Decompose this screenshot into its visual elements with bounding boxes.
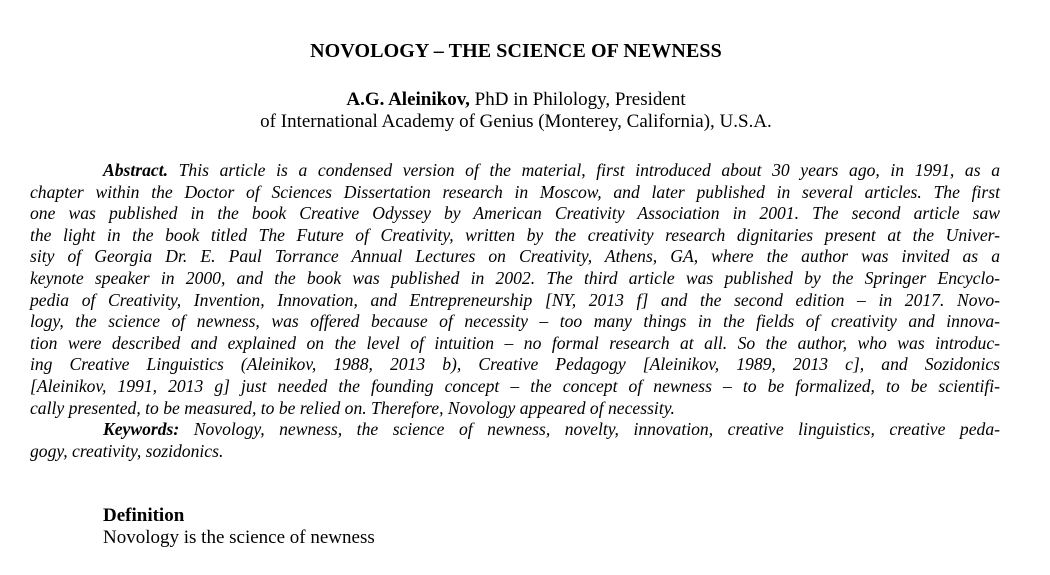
abstract-line: keynote speaker in 2000, and the book was published in 2002. The third article was published by the Springer Encyclo- xyxy=(30,267,1000,288)
abstract-line: the light in the book titled The Future of Creativity, written by the creativity research dignitaries present at the Univer- xyxy=(30,224,1000,245)
abstract-line: ing Creative Linguistics (Aleinikov, 1988, 2013 b), Creative Pedagogy [Aleinikov, 1989, 2013 c], and Sozidonics xyxy=(30,354,1000,375)
definition-section xyxy=(103,505,375,549)
abstract-line: chapter within the Doctor of Sciences Dissertation research in Moscow, and later published in several articles. The first xyxy=(30,181,1000,202)
author-affiliation-1: PhD in Philology, President xyxy=(469,89,686,110)
author-affiliation-2: of International Academy of Genius (Monterey, California), U.S.A. xyxy=(260,111,772,132)
abstract-line: cally presented, to be measured, to be relied on. Therefore, Novology appeared of necessity. xyxy=(30,397,675,418)
abstract-line: pedia of Creativity, Invention, Innovation, and Entrepreneurship [NY, 2013 f] and the second edition – in 2017. Novo- xyxy=(30,289,1000,310)
definition-heading: Definition xyxy=(103,505,185,526)
author-name: A.G. Aleinikov, xyxy=(346,89,470,110)
definition-text: Novology is the science of newness xyxy=(103,527,375,548)
article-title: NOVOLOGY – THE SCIENCE OF NEWNESS xyxy=(310,40,722,62)
author-block xyxy=(0,89,1032,133)
abstract-line: one was published in the book Creative Odyssey by American Creativity Association in 2001. The second article saw xyxy=(30,203,1000,224)
keywords-line: gogy, creativity, sozidonics. xyxy=(30,440,224,461)
author-line-1 xyxy=(0,89,1032,111)
keywords-line: Keywords: Novology, newness, the science of newness, novelty, innovation, creative linguistics, creative peda- xyxy=(103,419,1000,440)
abstract-line: Abstract. This article is a condensed version of the material, first introduced about 30 years ago, in 1991, as a xyxy=(103,160,1000,180)
abstract-line: tion were described and explained on the level of intuition – no formal research at all. So the author, who was introduc- xyxy=(30,332,1000,353)
abstract-line: logy, the science of newness, was offered because of necessity – too many things in the fields of creativity and innova- xyxy=(30,311,1000,332)
abstract-line: [Aleinikov, 1991, 2013 g] just needed the founding concept – the concept of newness – to be formalized, to be scientifi- xyxy=(30,375,1000,396)
keywords-label: Keywords: xyxy=(103,419,180,440)
abstract-label: Abstract. xyxy=(103,160,169,180)
abstract-block xyxy=(30,160,1000,462)
abstract-line: sity of Georgia Dr. E. Paul Torrance Annual Lectures on Creativity, Athens, GA, where the author was invited as a xyxy=(30,246,1000,267)
